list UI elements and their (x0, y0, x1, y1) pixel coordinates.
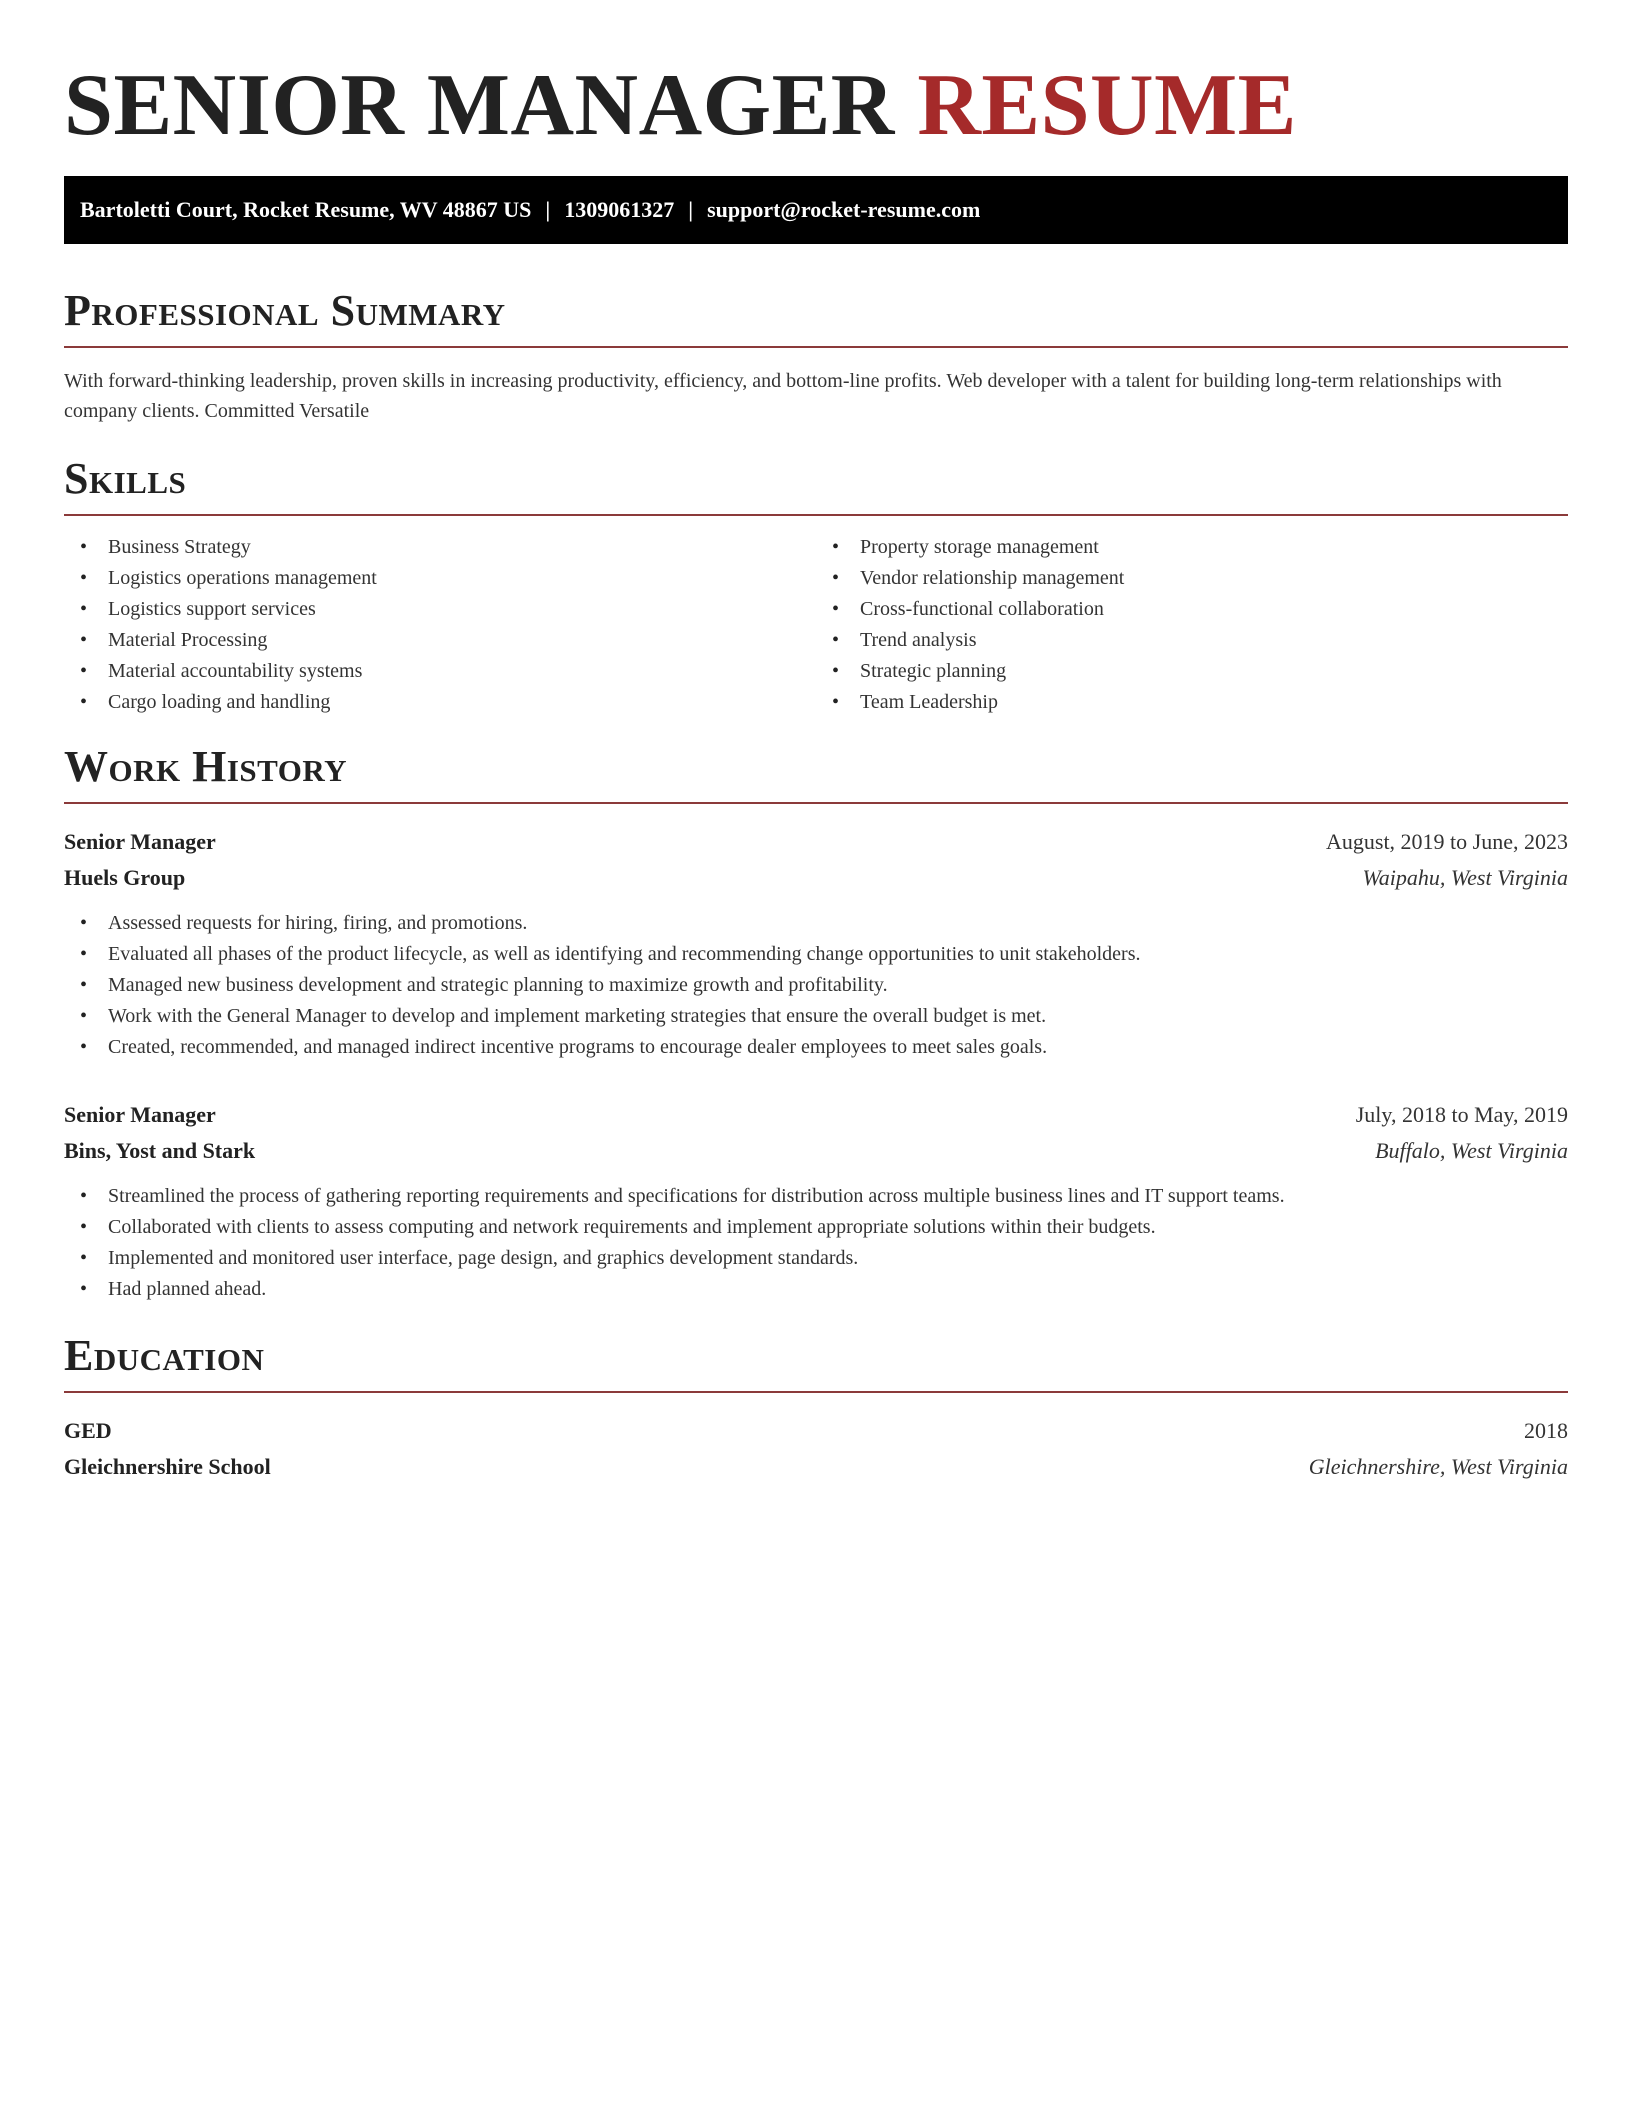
job-bullet: • Collaborated with clients to assess computing and network requirements and implement appropriate solutions within their budgets. (64, 1212, 1568, 1243)
section-divider (64, 802, 1568, 804)
skill-item: • Material accountability systems (64, 656, 816, 687)
education-school-row (64, 1449, 1568, 1485)
section-divider (64, 1391, 1568, 1393)
job-bullet: • Evaluated all phases of the product lifecycle, as well as identifying and recommending change opportunities to unit stakeholders. (64, 939, 1568, 970)
job-company-row (64, 860, 1568, 896)
education-heading: Education (64, 1331, 265, 1380)
education-location: Gleichnershire, West Virginia (1308, 1454, 1568, 1479)
skill-item: • Logistics operations management (64, 563, 816, 594)
contact-bar (64, 176, 1568, 244)
education-year: 2018 (1524, 1418, 1568, 1443)
skill-item: • Business Strategy (64, 532, 816, 563)
summary-text: With forward-thinking leadership, proven skills in increasing productivity, efficiency, and bottom-line profits. Web developer with a talent for building long-term relationships with company clients. Committed Versatile (64, 370, 1502, 422)
job-bullets (64, 908, 1568, 1063)
job-location: Waipahu, West Virginia (1362, 865, 1568, 890)
job-header-row (64, 1097, 1568, 1133)
work-history-section (64, 742, 1568, 1305)
skill-item: • Cross-functional collaboration (816, 594, 1568, 625)
job-title: Senior Manager (64, 829, 216, 854)
job-bullet: • Managed new business development and strategic planning to maximize growth and profitability. (64, 970, 1568, 1001)
skills-list-right (816, 532, 1568, 718)
title-accent: RESUME (917, 57, 1297, 154)
title-main: SENIOR MANAGER (64, 57, 895, 154)
skill-item: • Team Leadership (816, 687, 1568, 718)
skill-item: • Material Processing (64, 625, 816, 656)
summary-heading: Professional Summary (64, 286, 506, 335)
education-degree-row (64, 1413, 1568, 1449)
job-bullet: • Implemented and monitored user interface, page design, and graphics development standards. (64, 1243, 1568, 1274)
contact-email[interactable]: support@rocket-resume.com (707, 197, 981, 222)
education-degree: GED (64, 1418, 112, 1443)
job-company: Huels Group (64, 865, 186, 890)
job-bullet: • Streamlined the process of gathering reporting requirements and specifications for distribution across multiple business lines and IT support teams. (64, 1181, 1568, 1212)
contact-address: Bartoletti Court, Rocket Resume, WV 48867 US (80, 197, 532, 222)
contact-separator: | (688, 197, 694, 222)
skills-grid (64, 532, 1568, 718)
resume-title (64, 56, 1568, 156)
skills-list-left (64, 532, 816, 718)
job-bullet: • Had planned ahead. (64, 1274, 1568, 1305)
education-entry (64, 1413, 1568, 1485)
skill-item: • Cargo loading and handling (64, 687, 816, 718)
job-company: Bins, Yost and Stark (64, 1138, 256, 1163)
education-school: Gleichnershire School (64, 1454, 271, 1479)
job-bullet: • Work with the General Manager to develop and implement marketing strategies that ensure the overall budget is met. (64, 1001, 1568, 1032)
education-section (64, 1331, 1568, 1485)
job-location: Buffalo, West Virginia (1375, 1138, 1568, 1163)
skill-item: • Trend analysis (816, 625, 1568, 656)
job-dates: July, 2018 to May, 2019 (1355, 1102, 1568, 1127)
job-bullet: • Assessed requests for hiring, firing, and promotions. (64, 908, 1568, 939)
work-history-heading: Work History (64, 742, 348, 791)
job-entry (64, 1097, 1568, 1305)
skill-item: • Vendor relationship management (816, 563, 1568, 594)
section-divider (64, 514, 1568, 516)
job-title: Senior Manager (64, 1102, 216, 1127)
skill-item: • Logistics support services (64, 594, 816, 625)
job-entry (64, 824, 1568, 1063)
job-dates: August, 2019 to June, 2023 (1326, 829, 1568, 854)
contact-separator: | (545, 197, 551, 222)
summary-section (64, 286, 1568, 426)
skills-section (64, 454, 1568, 718)
skill-item: • Strategic planning (816, 656, 1568, 687)
skill-item: • Property storage management (816, 532, 1568, 563)
section-divider (64, 346, 1568, 348)
job-company-row (64, 1133, 1568, 1169)
contact-phone[interactable]: 1309061327 (564, 197, 675, 222)
job-bullets (64, 1181, 1568, 1305)
job-bullet: • Created, recommended, and managed indirect incentive programs to encourage dealer employees to meet sales goals. (64, 1032, 1568, 1063)
skills-heading: Skills (64, 454, 187, 503)
job-header-row (64, 824, 1568, 860)
